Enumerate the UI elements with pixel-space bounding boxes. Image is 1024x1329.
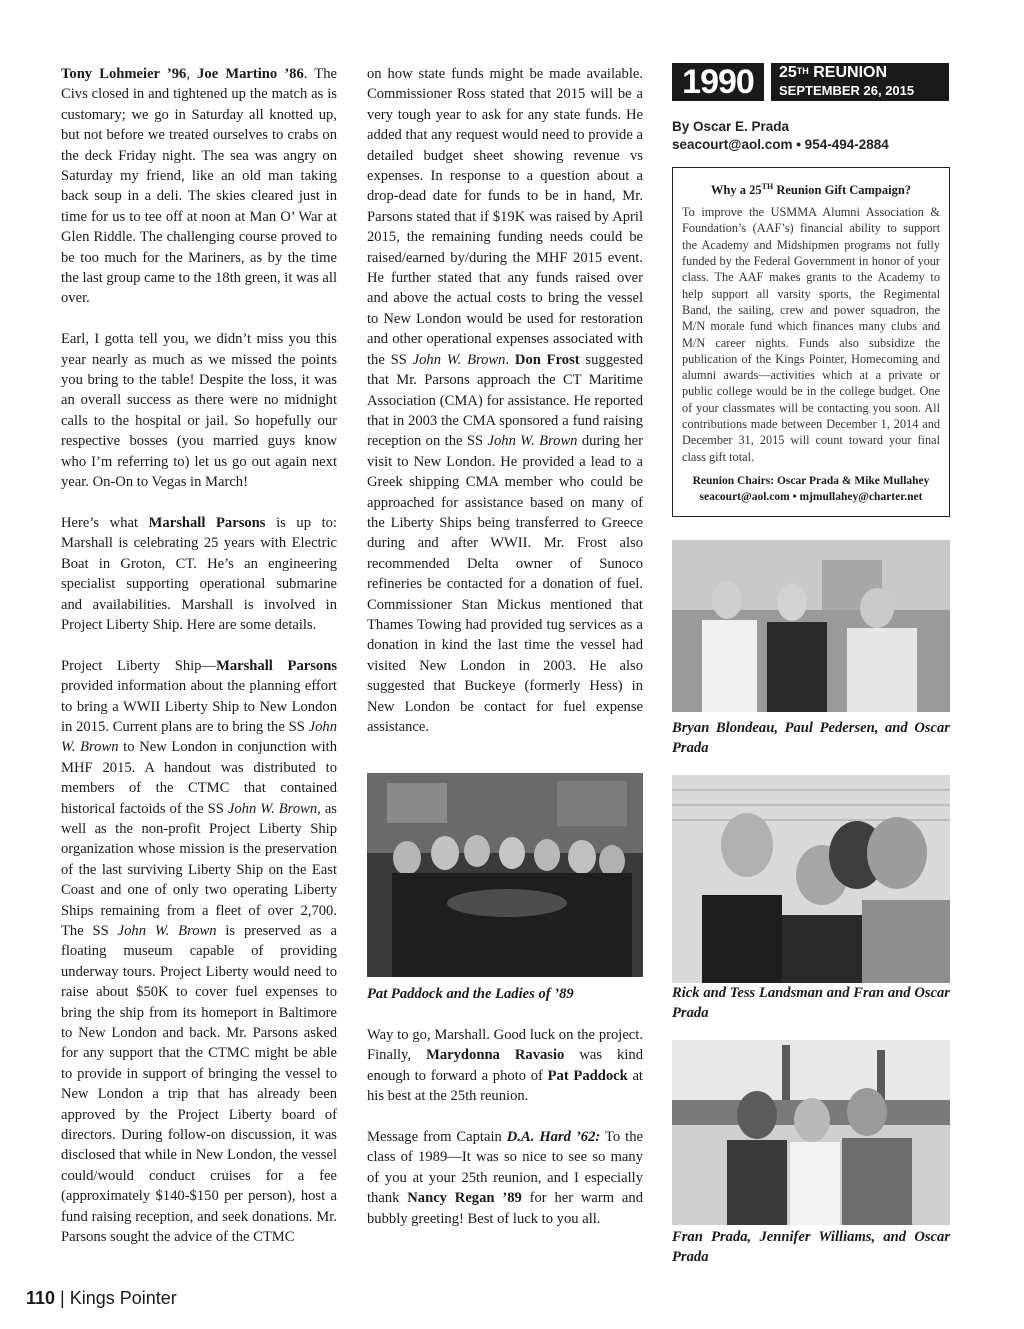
ship-name: John W. Brown [61, 718, 337, 756]
bold-name: Don Frost [514, 351, 580, 368]
photo-placeholder [672, 775, 950, 983]
photo-caption: Pat Paddock and the Ladies of ’89 [367, 986, 574, 1002]
bold-name: Nancy Regan ’89 [407, 1190, 522, 1207]
text-run: Message from Captain [367, 1129, 507, 1146]
bold-name: Marshall Parsons [216, 657, 337, 674]
text-run: To the class of 1989—It was so nice to see so many of you at your 25th reunion, and I especially thank [367, 1129, 643, 1207]
author-name: By Oscar E. Prada [672, 119, 790, 134]
paragraph [367, 64, 643, 737]
text-run: was kind enough to forward a photo of [367, 1047, 643, 1084]
superscript: TH [796, 66, 809, 76]
photo-ladies-of-89 [367, 773, 643, 977]
text-run: on how state funds might be made available. Commissioner Ross stated that 2015 will be a very tough year to ask for any state funds. He added that any request would need to provide a detailed budget sheet showing revenue vs expenses. In response to a question about a drop-dead date for funds to be in hand, Mr. Parsons stated that if $19K was raised by April 2015, the remaining funding needs could be raised/earned by/during the MHF 2015 event. He further stated that any funds raised over and above the actual costs to bring the vessel to New London would be used for restoration and other operational expenses associated with the SS [367, 66, 643, 368]
photo-placeholder [672, 540, 950, 712]
article-column-2 [367, 64, 643, 737]
bold-name: Pat Paddock [547, 1067, 628, 1084]
superscript: TH [761, 182, 774, 191]
chairs-emails: seacourt@aol.com • mjmullahey@charter.net [699, 490, 923, 503]
separator: | [55, 1288, 70, 1308]
text-run: Way to go, Marshall. Good luck on the project. Finally, [367, 1027, 643, 1064]
photo-placeholder [672, 1040, 950, 1225]
text-run: at his best at the 25th reunion. [367, 1067, 643, 1105]
text-run: , [186, 66, 198, 82]
reunion-banner [771, 63, 949, 101]
text-run: is preserved as a floating museum capable of providing underway tours. Project Liberty would need to raise about $50K to cover fuel expenses to bring the ship from its homeport in Baltimore to New London and back. Mr. Parsons asked for any support that the CTMC might be able to provide in support of bringing the vessel to New London a trip that has already been approved by the Project Liberty board of directors. During follow-on discussion, it was disclosed that while in New London, the vessel could/would conduct cruises for a fee (approximately $140-$150 per person), host a fund raising reception, and seek donations. Mr. Parsons sought the advice of the CTMC [61, 923, 338, 1246]
class-year-badge: 1990 [672, 63, 764, 101]
chairs-names: Reunion Chairs: Oscar Prada & Mike Mullahey [692, 474, 930, 487]
text-run: . The Civs closed in and tightened up the match as is customary; we go in Saturday all knotted up, but not before we treated ourselves to crabs on the deck Friday night. The sea was angry on Saturday my friend, like an old man taking back soup in a deli. The skies cleared just in time for us to tee off at noon at Man O’ War at Glen Riddle. The challenging course proved to be too much for the Mariners, as by the time the last group came to the 18th green, it was all over. [61, 66, 337, 307]
page-footer [26, 1287, 177, 1309]
ship-name: John W. Brown [412, 351, 506, 368]
text-run: for her warm and bubbly greeting! Best of luck to you all. [367, 1190, 644, 1227]
text-run: . [505, 351, 515, 368]
reunion-chairs [682, 473, 940, 505]
paragraph [367, 1025, 643, 1107]
text-run: suggested that Mr. Parsons approach the CT Maritime Association (CMA) for assistance. He reported that in 2003 the CMA sponsored a fund raising reception on the SS [367, 351, 643, 450]
campaign-title [682, 178, 940, 199]
photo-blondeau-pedersen-prada [672, 540, 950, 712]
text-run: as well as the non-profit Project Liberty Ship organization whose mission is the preservation of the last surviving Liberty Ship on the East Coast and one of only two operating Liberty Ships remaining from a fleet of over 2,700. The SS [61, 800, 337, 940]
byline [672, 118, 952, 154]
campaign-body: To improve the USMMA Alumni Association & Foundation’s (AAF’s) financial ability to support the Academy and Midshipmen programs not fully funded by the Federal Government in honor of your class. The AAF makes grants to the Academy to help support all varsity sports, the Regimental Band, the sailing, crew and power squadron, the M/N morale fund which finances many clubs and M/N career nights. Funds also subsidize the publication of the Kings Pointer, Homecoming and alumni awards—activities which at a private or public college would be in the college budget. One of your classmates will be contacting you soon. All contributions made between December 1, 2014 and December 31, 2015 will count toward your final class gift total. [682, 205, 940, 464]
photo-landsman-prada [672, 775, 950, 983]
ship-name: John W. Brown [487, 433, 578, 450]
text-run: Why a 25 [710, 183, 762, 198]
photo-prada-williams-prada [672, 1040, 950, 1225]
publication-name: Kings Pointer [69, 1288, 177, 1308]
article-column-1 [61, 64, 337, 1248]
text-run: during her visit to New London. He provided a lead to a Greek shipping CMA member who could be approached for assistance based on many of the Liberty Ships being transferred to Greece during and after WWII. Mr. Frost also recommended Delta owner of Sunoco refineries be contacted for a donation of fuel. Commissioner Stan Mickus mentioned that Thames Towing had provided tug services as a donation in kind the last time the vessel had visited New London in 2003. He also suggested that Buckeye (formerly Hess) in New London be contact for fuel expense assistance. [367, 433, 643, 735]
article-column-2-continued [367, 1025, 643, 1249]
bold-name: Marydonna Ravasio [426, 1047, 565, 1064]
bold-name: Marshall Parsons [148, 514, 266, 531]
text-run: 25 [779, 64, 797, 81]
photo-caption: Bryan Blondeau, Paul Pedersen, and Oscar Prada [672, 720, 950, 756]
author-contact: seacourt@aol.com • 954-494-2884 [672, 137, 889, 152]
text-run: provided information about the planning effort to bring a WWII Liberty Ship to New London in 2015. Current plans are to bring the SS [61, 678, 337, 735]
paragraph [61, 513, 337, 635]
reunion-date: SEPTEMBER 26, 2015 [779, 83, 915, 98]
ship-name: John W. Brown, [227, 800, 321, 817]
ship-name: John W. Brown [117, 923, 217, 940]
reunion-title [779, 63, 949, 82]
photo-caption: Rick and Tess Landsman and Fran and Oscar Prada [672, 985, 950, 1021]
photo-placeholder [367, 773, 643, 977]
paragraph: Earl, I gotta tell you, we didn’t miss you this year nearly as much as we missed the points you bring to the table! Despite the loss, it was an overall success as there were no midnight calls to the hospital or jail. So hopefully our respective bosses (you married guys know who I’m referring to) let us go out again next year. On-On to Vegas in March! [61, 331, 337, 491]
gift-campaign-box [672, 167, 950, 517]
paragraph [61, 64, 337, 309]
page-number: 110 [26, 1288, 56, 1308]
text-run: to New London in conjunction with MHF 2015. A handout was distributed to members of the CTMC that contained historical factoids of the SS [61, 739, 337, 817]
text-run: Reunion Gift Campaign? [773, 183, 912, 198]
paragraph [61, 656, 337, 1248]
text-run: Project Liberty Ship— [61, 657, 217, 674]
text-run: is up to: Marshall is celebrating 25 years with Electric Boat in Groton, CT. He’s an engineering specialist supporting operational submarine and availabilities. Marshall is involved in Project Liberty Ship. Here are some details. [61, 514, 337, 633]
paragraph [367, 1127, 643, 1229]
bold-name: Joe Martino ’86 [197, 66, 304, 82]
text-run: REUNION [808, 64, 888, 81]
bold-name: Tony Lohmeier ’96 [61, 66, 187, 82]
text-run: Here’s what [61, 514, 149, 531]
bold-italic-name: D.A. Hard ’62: [506, 1129, 601, 1146]
photo-caption: Fran Prada, Jennifer Williams, and Oscar Prada [672, 1229, 950, 1265]
